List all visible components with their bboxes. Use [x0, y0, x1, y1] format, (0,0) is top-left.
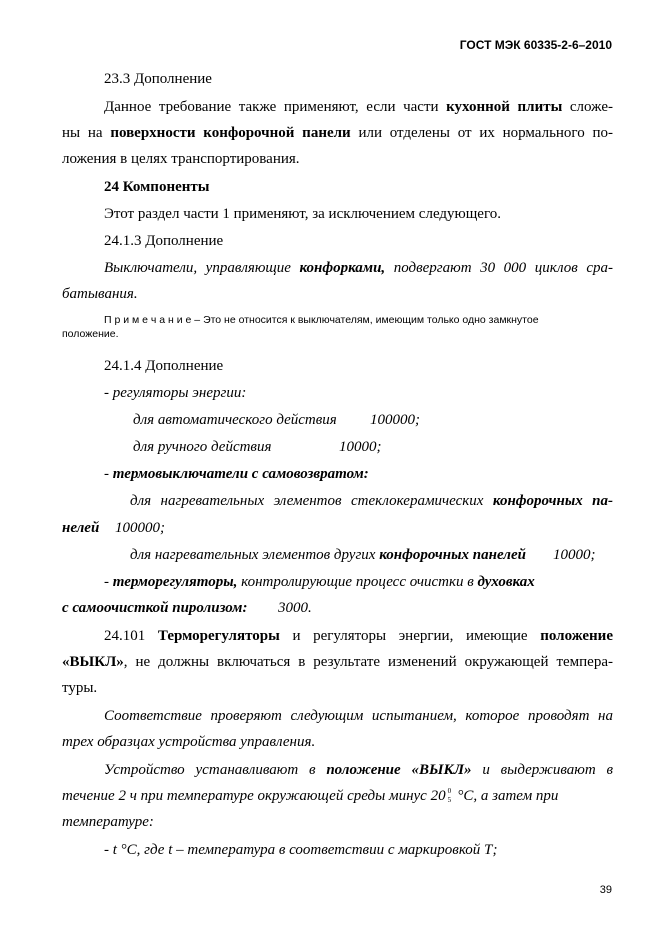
list-item	[104, 573, 535, 591]
paragraph-line: ложения в целях транспортирования.	[62, 151, 300, 167]
list-value: 10000;	[339, 439, 382, 455]
paragraph-line	[62, 787, 613, 805]
list-item	[62, 599, 247, 617]
paragraph-line	[62, 653, 613, 671]
paragraph-line	[62, 124, 613, 142]
paragraph-line: температуре:	[62, 814, 154, 830]
list-value: 100000;	[115, 520, 165, 536]
text-span: Устройство устанавливают в	[104, 762, 327, 778]
paragraph-line	[104, 627, 613, 645]
paragraph-line: Этот раздел части 1 применяют, за исключением следующего.	[104, 206, 501, 222]
bold-term: конфорками,	[299, 260, 386, 276]
paragraph-line	[104, 259, 613, 277]
text-span: , не должны включаться в результате изменений окружающей темпера-	[123, 654, 613, 670]
list-item: для автоматического действия	[133, 412, 337, 428]
text-span: и регуляторы энергии, имеющие	[279, 628, 541, 644]
bold-term: терморегуляторы,	[112, 574, 238, 590]
paragraph-line	[104, 761, 613, 779]
text-span: сложе-	[562, 99, 613, 115]
text-span: -	[104, 466, 113, 482]
text-span: °С, а затем при	[453, 788, 559, 804]
section-24-1-3-heading: 24.1.3 Дополнение	[104, 233, 224, 249]
paragraph-line: трех образцах устройства управления.	[62, 734, 316, 750]
text-span: и выдерживают в	[471, 762, 613, 778]
bold-term: Терморегуляторы	[157, 628, 280, 644]
paragraph-line: батывания.	[62, 286, 138, 302]
text-span: для нагревательных элементов других	[130, 547, 380, 563]
bold-term: нелей	[62, 520, 100, 536]
note-line	[104, 313, 613, 327]
bold-term: с самоочисткой пиролизом:	[62, 600, 248, 616]
text-span: Выключатели, управляющие	[104, 260, 300, 276]
text-span: или отделены от их нормального по-	[350, 125, 613, 141]
note-label: П р и м е ч а н и е	[104, 314, 192, 326]
tolerance-lower: 5	[447, 796, 452, 804]
bold-term: духовках	[477, 574, 535, 590]
text-span: Данное требование также применяют, если части	[104, 99, 447, 115]
text-span: – Это не относится к выключателям, имеющим только одно замкнутое	[191, 314, 539, 326]
bold-term: положение	[540, 628, 613, 644]
text-span: подвергают 30 000 циклов сра-	[385, 260, 614, 276]
list-item	[104, 465, 369, 483]
list-item: для ручного действия	[133, 439, 272, 455]
text-span: ны на	[62, 125, 111, 141]
text-span: 24.101	[104, 628, 158, 644]
document-header: ГОСТ МЭК 60335-2-6–2010	[459, 38, 612, 52]
bold-term: поверхности конфорочной панели	[110, 125, 351, 141]
list-item	[130, 546, 526, 564]
list-value: 100000;	[370, 412, 420, 428]
text-span: для нагревательных элементов стеклокерамических	[130, 493, 493, 509]
list-item	[130, 492, 613, 510]
list-item	[62, 519, 99, 537]
note-line: положение.	[62, 328, 119, 340]
page-number: 39	[599, 884, 612, 896]
bold-term: положение «ВЫКЛ»	[326, 762, 472, 778]
text-span: течение 2 ч при температуре окружающей среды минус 20	[62, 788, 446, 804]
paragraph-line	[104, 98, 613, 116]
text-span: контролирующие процесс очистки в	[237, 574, 478, 590]
paragraph-line: туры.	[62, 680, 98, 696]
paragraph-line: Соответствие проверяют следующим испытанием, которое проводят на	[104, 708, 613, 724]
list-value: 10000;	[553, 547, 596, 563]
temperature-tolerance	[446, 787, 454, 805]
bold-term: конфорочных па-	[492, 493, 613, 509]
bold-term: кухонной плиты	[446, 99, 563, 115]
section-23-3-heading: 23.3 Дополнение	[104, 71, 212, 87]
bold-term: «ВЫКЛ»	[62, 654, 124, 670]
bold-term: конфорочных панелей	[379, 547, 526, 563]
text-span: -	[104, 574, 113, 590]
bold-term: термовыключатели с самовозвратом:	[112, 466, 369, 482]
list-item: - t °С, где t – температура в соответствии с маркировкой Т;	[104, 842, 498, 858]
list-value: 3000.	[278, 600, 312, 616]
section-24-1-4-heading: 24.1.4 Дополнение	[104, 358, 224, 374]
section-24-heading: 24 Компоненты	[104, 179, 210, 195]
tolerance-upper: 0	[447, 787, 452, 795]
list-item: - регуляторы энергии:	[104, 385, 247, 401]
